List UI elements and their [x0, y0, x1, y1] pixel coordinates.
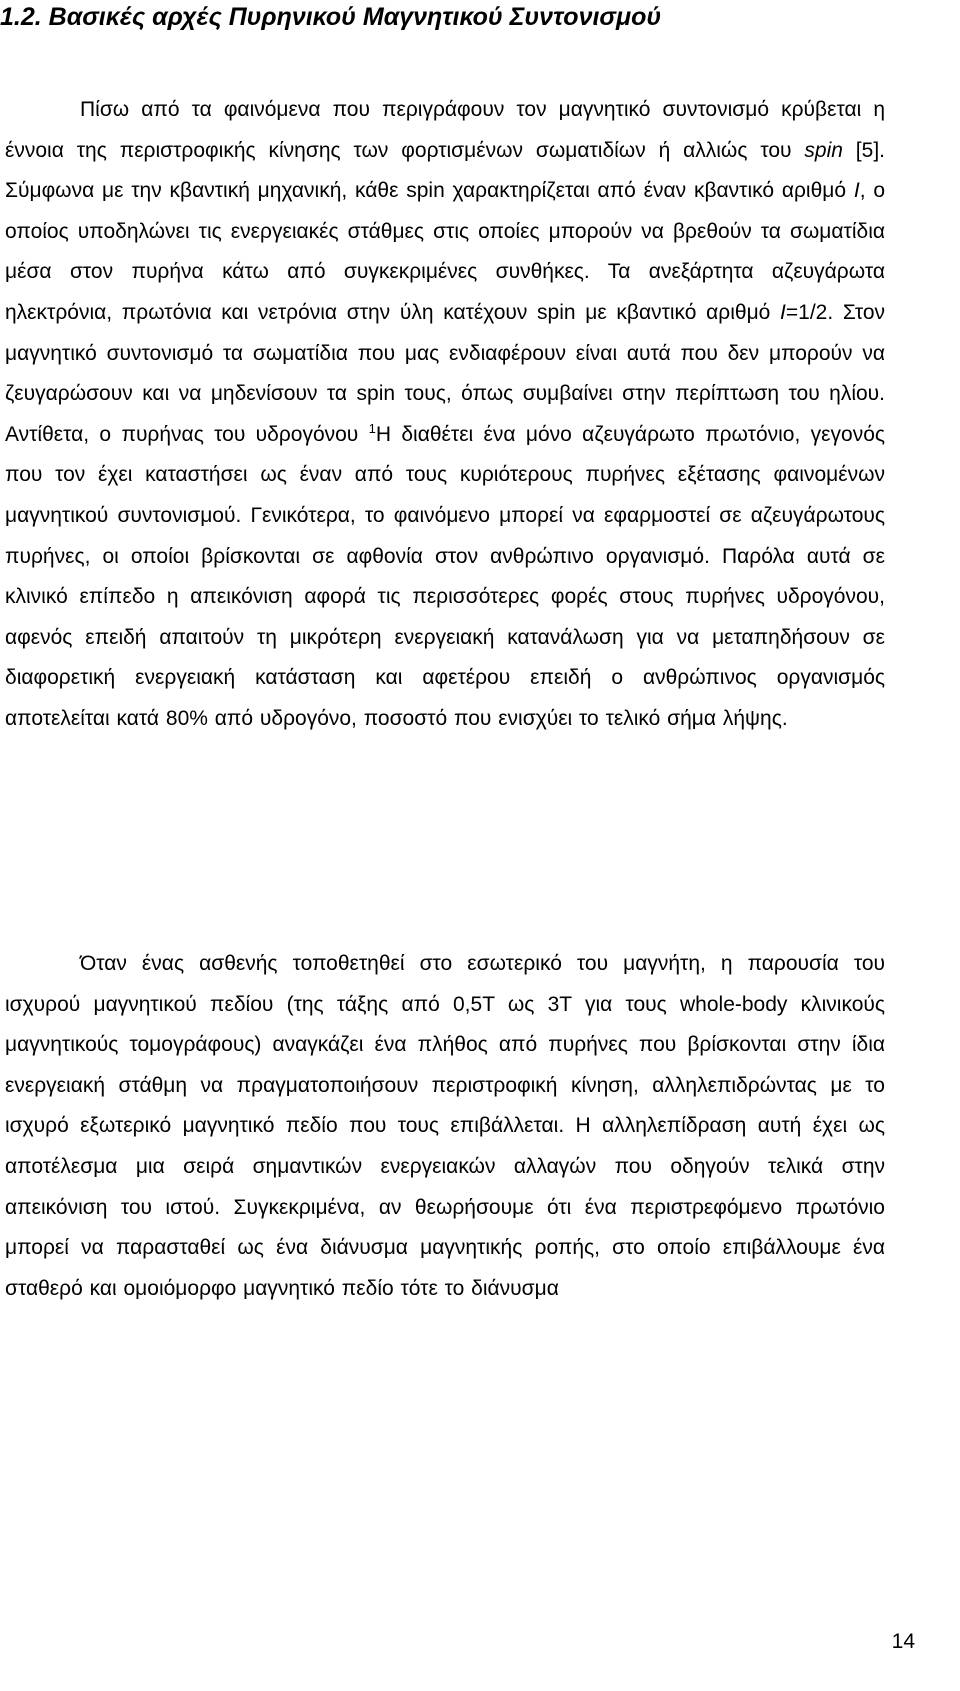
superscript-mass-number: 1 [368, 420, 376, 436]
section-heading: 1.2. Βασικές αρχές Πυρηνικού Μαγνητικού Συντονισμού [0, 3, 662, 31]
paragraph-text: [5]. Σύμφωνα με την κβαντική μηχανική, κάθε spin χαρακτηρίζεται από έναν κβαντικό αριθμό [5, 138, 885, 203]
paragraph-patient-in-magnet: Όταν ένας ασθενής τοποθετηθεί στο εσωτερικό του μαγνήτη, η παρουσία του ισχυρού μαγνητικού πεδίου (της τάξης από 0,5Τ ως 3Τ για τους whole-body κλινικούς μαγνητικούς τομογράφους) αναγκάζει ένα πλήθος από πυρήνες που βρίσκονται στην ίδια ενεργειακή στάθμη να πραγματοποιήσουν περιστροφική κίνηση, αλληλεπιδρώντας με το ισχυρό εξωτερικό μαγνητικό πεδίο που τους επιβάλλεται. Η αλληλεπίδραση αυτή έχει ως αποτέλεσμα μια σειρά σημαντικών ενεργειακών αλλαγών που οδηγούν τελικά στην απεικόνιση του ιστού. Συγκεκριμένα, αν θεωρήσουμε ότι ένα περιστρεφόμενο πρωτόνιο μπορεί να παρασταθεί ως ένα διάνυσμα μαγνητικής ροπής, στο οποίο επιβάλλουμε ένα σταθερό και ομοιόμορφο μαγνητικό πεδίο τότε το διάνυσμα [5, 952, 885, 1300]
paragraph-text: =1/2. Στον μαγνητικό συντονισμό τα σωματίδια που μας ενδιαφέρουν είναι αυτά που δεν μπορούν να ζευγαρώσουν και να μηδενίσουν τα spin τους, όπως συμβαίνει στην περίπτωση του ηλίου. Αντίθετα, ο πυρήνας του υδρογόνου [5, 300, 886, 446]
italic-term: spin [804, 138, 843, 162]
paragraph-text: , ο οποίος υποδηλώνει τις ενεργειακές στάθμες στις οποίες μπορούν να βρεθούν τα σωματίδια μέσα στον πυρήνα κάτω από συγκεκριμένες συνθήκες. Τα ανεξάρτητα αζευγάρωτα ηλεκτρόνια, πρωτόνια και νετρόνια στην ύλη κατέχουν spin με κβαντικό αριθμό [5, 179, 885, 324]
paragraph-spin-basics [5, 90, 885, 740]
italic-symbol: I [853, 179, 860, 203]
italic-symbol: I [780, 300, 786, 324]
paragraph-text: Πίσω από τα φαινόμενα που περιγράφουν τον μαγνητικό συντονισμό κρύβεται η έννοια της περιστροφικής κίνησης των φορτισμένων σωματιδίων ή αλλιώς του [5, 98, 885, 162]
paragraph-text: Η διαθέτει ένα μόνο αζευγάρωτο πρωτόνιο, γεγονός που τον έχει καταστήσει ως έναν από τους κυριότερους πυρήνες εξέτασης φαινομένων μαγνητικού συντονισμού. Γενικότερα, το φαινόμενο μπορεί να εφαρμοστεί σε αζευγάρωτους πυρήνες, οι οποίοι βρίσκονται σε αφθονία στον ανθρώπινο οργανισμό. Παρόλα αυτά σε κλινικό επίπεδο η απεικόνιση αφορά τις περισσότερες φορές στους πυρήνες υδρογόνου, αφενός επειδή απαιτούν τη μικρότερη ενεργειακή κατανάλωση για να μεταπηδήσουν σε διαφορετική ενεργειακή κατάσταση και αφετέρου επειδή ο ανθρώπινος οργανισμός αποτελείται κατά 80% από υδρογόνο, ποσοστό που ενισχύει το τελικό σήμα λήψης. [5, 422, 885, 730]
page-number: 14 [891, 1630, 915, 1653]
